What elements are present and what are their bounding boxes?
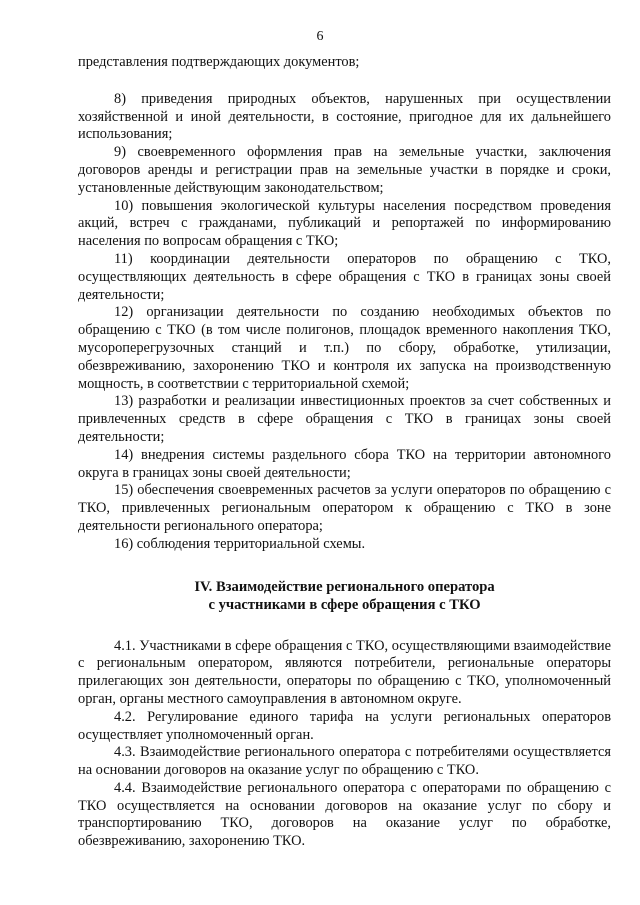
list-item: 15) обеспечения своевременных расчетов за услуги операторов по обращению с ТКО, привлеченных региональным оператором к обращению с ТКО в зоне деятельности регионального оператора;	[78, 482, 611, 534]
section-heading	[78, 578, 611, 614]
items-list	[78, 91, 611, 554]
clause-paragraph: 4.1. Участниками в сфере обращения с ТКО, осуществляющими взаимодействие с региональным оператором, являются потребители, региональные операторы прилегающих зон деятельности, операторы по обращению с ТКО, уполномоченный орган, органы местного самоуправления в автономном округе.	[78, 637, 611, 707]
section-title-line-2: с участниками в сфере обращения с ТКО	[208, 596, 481, 613]
list-item: 13) разработки и реализации инвестиционных проектов за счет собственных и привлеченных средств в сфере обращения с ТКО в границах зоны своей деятельности;	[78, 393, 611, 445]
page-number-container	[0, 28, 640, 46]
list-item: 11) координации деятельности операторов по обращению с ТКО, осуществляющих деятельность в сфере обращения с ТКО в границах зоны своей деятельности;	[78, 250, 611, 303]
clauses-list	[78, 638, 611, 852]
clause-paragraph: 4.2. Регулирование единого тарифа на услуги региональных операторов осуществляет уполномоченный орган.	[78, 708, 611, 743]
list-item: 12) организации деятельности по созданию необходимых объектов по обращению с ТКО (в том числе полигонов, площадок временного накопления ТКО, мусороперегрузочных станций и т.п.) по сбору, обработке, утилизации, обезвреживанию, захоронению ТКО и контроля их запуска на производственную мощность, в соответствии с территориальной схемой;	[78, 304, 611, 392]
page-number: 6	[316, 29, 324, 44]
section-title-line-1: IV. Взаимодействие регионального оператора	[194, 578, 495, 595]
spacer	[78, 72, 611, 91]
list-item: 8) приведения природных объектов, нарушенных при осуществлении хозяйственной и иной деятельности, в состояние, пригодное для их дальнейшего использования;	[78, 90, 611, 143]
list-item: 16) соблюдения территориальной схемы.	[114, 535, 366, 552]
clause-paragraph: 4.4. Взаимодействие регионального оператора с операторами по обращению с ТКО осуществляется на основании договоров на оказание услуг по сбору и транспортированию ТКО, договоров на оказание услуг по обработке, обезвреживанию, захоронению ТКО.	[78, 779, 611, 850]
list-item: 9) своевременного оформления прав на земельные участки, заключения договоров аренды и регистрации прав на земельные участки в порядке и сроки, установленные действующим законодательством;	[78, 144, 611, 196]
list-item: 14) внедрения системы раздельного сбора ТКО на территории автономного округа в границах зоны своей деятельности;	[78, 446, 611, 481]
lead-line: представления подтверждающих документов;	[78, 54, 360, 70]
clause-paragraph: 4.3. Взаимодействие регионального оператора с потребителями осуществляется на основании договоров на оказание услуг по обращению с ТКО.	[78, 744, 611, 779]
list-item: 10) повышения экологической культуры населения посредством проведения акций, встреч с гражданами, публикаций и репортажей по информированию населения по вопросам обращения с ТКО;	[78, 197, 611, 250]
